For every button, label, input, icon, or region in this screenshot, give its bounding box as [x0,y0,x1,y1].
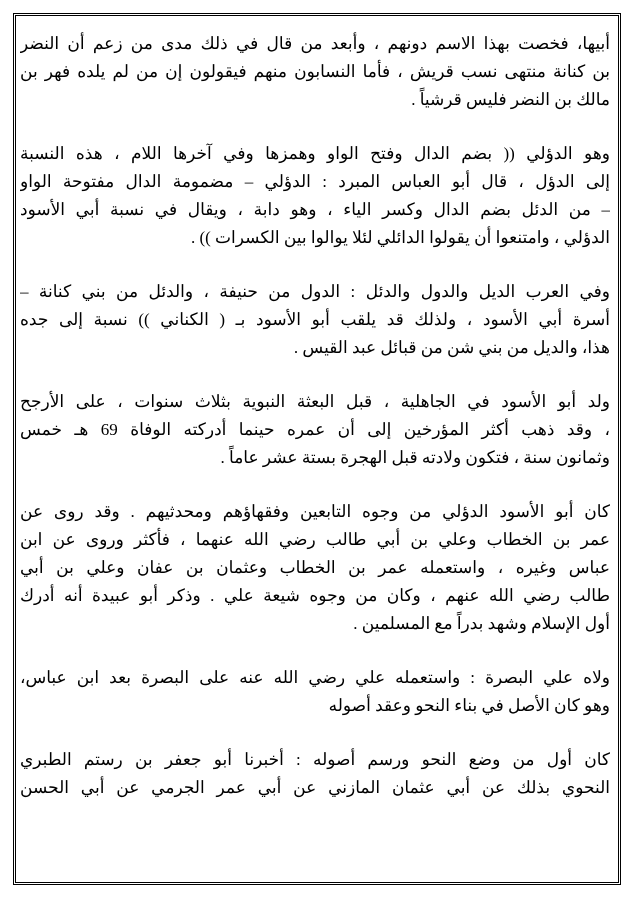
text-line: هذا، والديل من بني شن من قبائل عبد القيس . [293,338,610,357]
text-line: وهو كان الأصل في بناء النحو وعقد أصوله [328,696,610,715]
paragraph-2 [20,140,610,252]
text-line: النحوي بذلك عن أبي عثمان المازني عن أبي عمر الجرمي عن أبي الحسن [20,778,610,797]
paragraph-5 [20,498,610,638]
paragraph-3 [20,278,610,362]
text-line: أبيها، فخصت بهذا الاسم دونهم ، وأبعد من قال في ذلك مدى من زعم أن النضر [20,34,610,53]
text-line: ولد أبو الأسود في الجاهلية ، قبل البعثة النبوية بثلاث سنوات ، على الأرجح [20,392,610,411]
text-line: كان أول من وضع النحو ورسم أصوله : أخبرنا أبو جعفر بن رستم الطبري [20,750,610,769]
page-text [20,30,610,828]
text-line: وفي العرب الديل والدول والدئل : الدول من حنيفة ، والدئل من بني كنانة – [20,282,610,301]
paragraph-6 [20,664,610,720]
text-line: ، وقد ذهب أكثر المؤرخين إلى أن عمره حينما أدركته الوفاة 69 هـ خمس [20,420,610,439]
text-line: ولاه علي البصرة : واستعمله علي رضي الله عنه على البصرة بعد ابن عباس، [20,668,610,687]
text-line: وهو الدؤلي (( بضم الدال وفتح الواو وهمزها وفي آخرها اللام ، هذه النسبة [20,144,610,163]
text-line: كان أبو الأسود الدؤلي من وجوه التابعين وفقهاؤهم ومحدثيهم . وقد روى عن [20,502,610,521]
paragraph-4 [20,388,610,472]
text-line: أول الإسلام وشهد بدراً مع المسلمين . [353,614,610,633]
text-line: – من الدئل بضم الدال وكسر الياء ، وهو دابة ، ويقال في نسبة أبي الأسود [20,200,610,219]
text-line: مالك بن النضر فليس قرشياً . [411,90,610,109]
text-line: الدؤلي ، وامتنعوا أن يقولوا الدائلي لئلا يوالوا بين الكسرات )) . [190,228,610,247]
text-line: عمر بن الخطاب وعلي بن أبي طالب رضي الله عنهما ، فأكثر وروى عن ابن [20,530,610,549]
paragraph-7 [20,746,610,802]
text-line: بن كنانة منتهى نسب قريش ، فأما النسابون منهم فيقولون إن من لم يلده فهر بن [20,62,610,81]
text-line: طالب رضي الله عنهم ، وكان من وجوه شيعة علي . وذكر أبو عبيدة أنه أدرك [20,586,610,605]
text-line: إلى الدؤل ، قال أبو العباس المبرد : الدؤلي – مضمومة الدال مفتوحة الواو [20,172,610,191]
text-line: وثمانون سنة ، فتكون ولادته قبل الهجرة بستة عشر عاماً . [220,448,610,467]
text-line: أسرة أبي الأسود ، ولذلك قد يلقب أبو الأسود بـ ( الكناني )) نسبة إلى جده [20,310,610,329]
text-line: عباس وغيره ، واستعمله عمر بن الخطاب وعثمان بن عفان وعلي بن أبي [20,558,610,577]
paragraph-1 [20,30,610,114]
